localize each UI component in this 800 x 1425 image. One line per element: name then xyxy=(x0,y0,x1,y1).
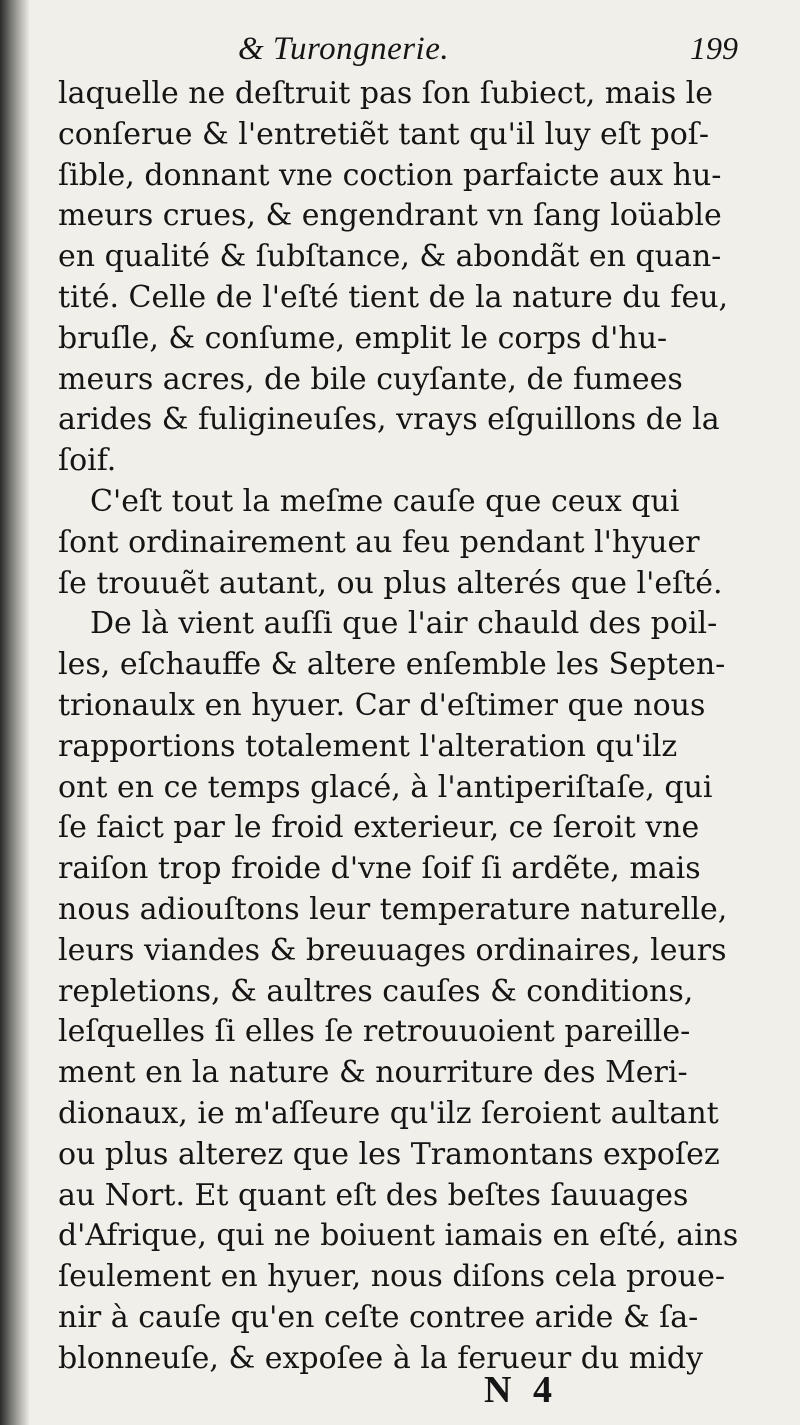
page-number: 199 xyxy=(690,30,738,66)
paragraph-2 xyxy=(58,482,738,604)
text-line: conſerue & l'entretiẽt tant qu'il luy eſt poſ- xyxy=(58,116,710,152)
text-line: dionaux, ie m'aſſeure qu'ilz ſeroient aultant xyxy=(58,1095,719,1131)
text-line: ſoif. xyxy=(58,443,117,479)
text-line: ſe trouuẽt autant, ou plus alterés que l'eſté. xyxy=(58,565,723,601)
body-text xyxy=(58,74,738,1380)
text-line: C'eſt tout la meſme cauſe que ceux qui xyxy=(90,483,680,519)
text-line: nir à cauſe qu'en ceſte contree aride & ſa- xyxy=(58,1299,699,1335)
text-line: tité. Celle de l'eſté tient de la nature du feu, xyxy=(58,279,729,315)
running-head xyxy=(58,30,738,68)
text-line: laquelle ne deſtruit pas ſon ſubiect, mais le xyxy=(58,76,713,111)
text-line: rapportions totalement l'alteration qu'ilz xyxy=(58,728,678,764)
text-line: ou plus alterez que les Tramontans expoſez xyxy=(58,1136,720,1172)
text-line: meurs crues, & engendrant vn ſang loüable xyxy=(58,198,722,234)
text-line: leurs viandes & breuuages ordinaires, leurs xyxy=(58,932,727,968)
text-line: raiſon trop froide d'vne ſoif ſi ardẽte, mais xyxy=(58,851,701,887)
text-line: bruſle, & conſume, emplit le corps d'hu- xyxy=(58,320,668,356)
signature-mark: N 4 xyxy=(484,1369,558,1411)
text-line: les, eſchauffe & altere enſemble les Septen- xyxy=(58,647,726,683)
paragraph-3 xyxy=(58,604,738,1379)
text-line: ſeulement en hyuer, nous diſons cela proue- xyxy=(58,1259,725,1295)
text-line: d'Afrique, qui ne boiuent iamais en eſté, ains xyxy=(58,1218,739,1254)
text-line: au Nort. Et quant eſt des beſtes ſauuages xyxy=(58,1177,689,1213)
running-title: & Turongnerie. xyxy=(238,31,450,67)
text-line: meurs acres, de bile cuyſante, de fumees xyxy=(58,361,683,397)
text-line: ſe faict par le froid exterieur, ce ſeroit vne xyxy=(58,810,700,846)
text-line: en qualité & ſubſtance, & abondãt en quan- xyxy=(58,239,722,275)
text-line: ment en la nature & nourriture des Meri- xyxy=(58,1055,688,1091)
text-line: leſquelles ſi elles ſe retrouuoient pareille- xyxy=(58,1014,691,1050)
binding-shadow xyxy=(0,0,30,1425)
text-line: ſont ordinairement au feu pendant l'hyuer xyxy=(58,524,700,560)
paragraph-1 xyxy=(58,74,738,482)
text-line: trionaulx en hyuer. Car d'eſtimer que nous xyxy=(58,687,706,723)
text-line: ſible, donnant vne coction parfaicte aux hu- xyxy=(58,157,722,193)
text-line: arides & fuligineuſes, vrays eſguillons de la xyxy=(58,402,720,438)
text-line: repletions, & aultres cauſes & conditions, xyxy=(58,973,694,1009)
text-line: De là vient auſſi que l'air chauld des poil- xyxy=(90,606,718,642)
text-line: nous adiouſtons leur temperature naturelle, xyxy=(58,891,728,927)
text-line: blonneuſe, & expoſee à la ferueur du midy xyxy=(58,1340,703,1376)
text-line: ont en ce temps glacé, à l'antiperiſtaſe, qui xyxy=(58,769,713,805)
